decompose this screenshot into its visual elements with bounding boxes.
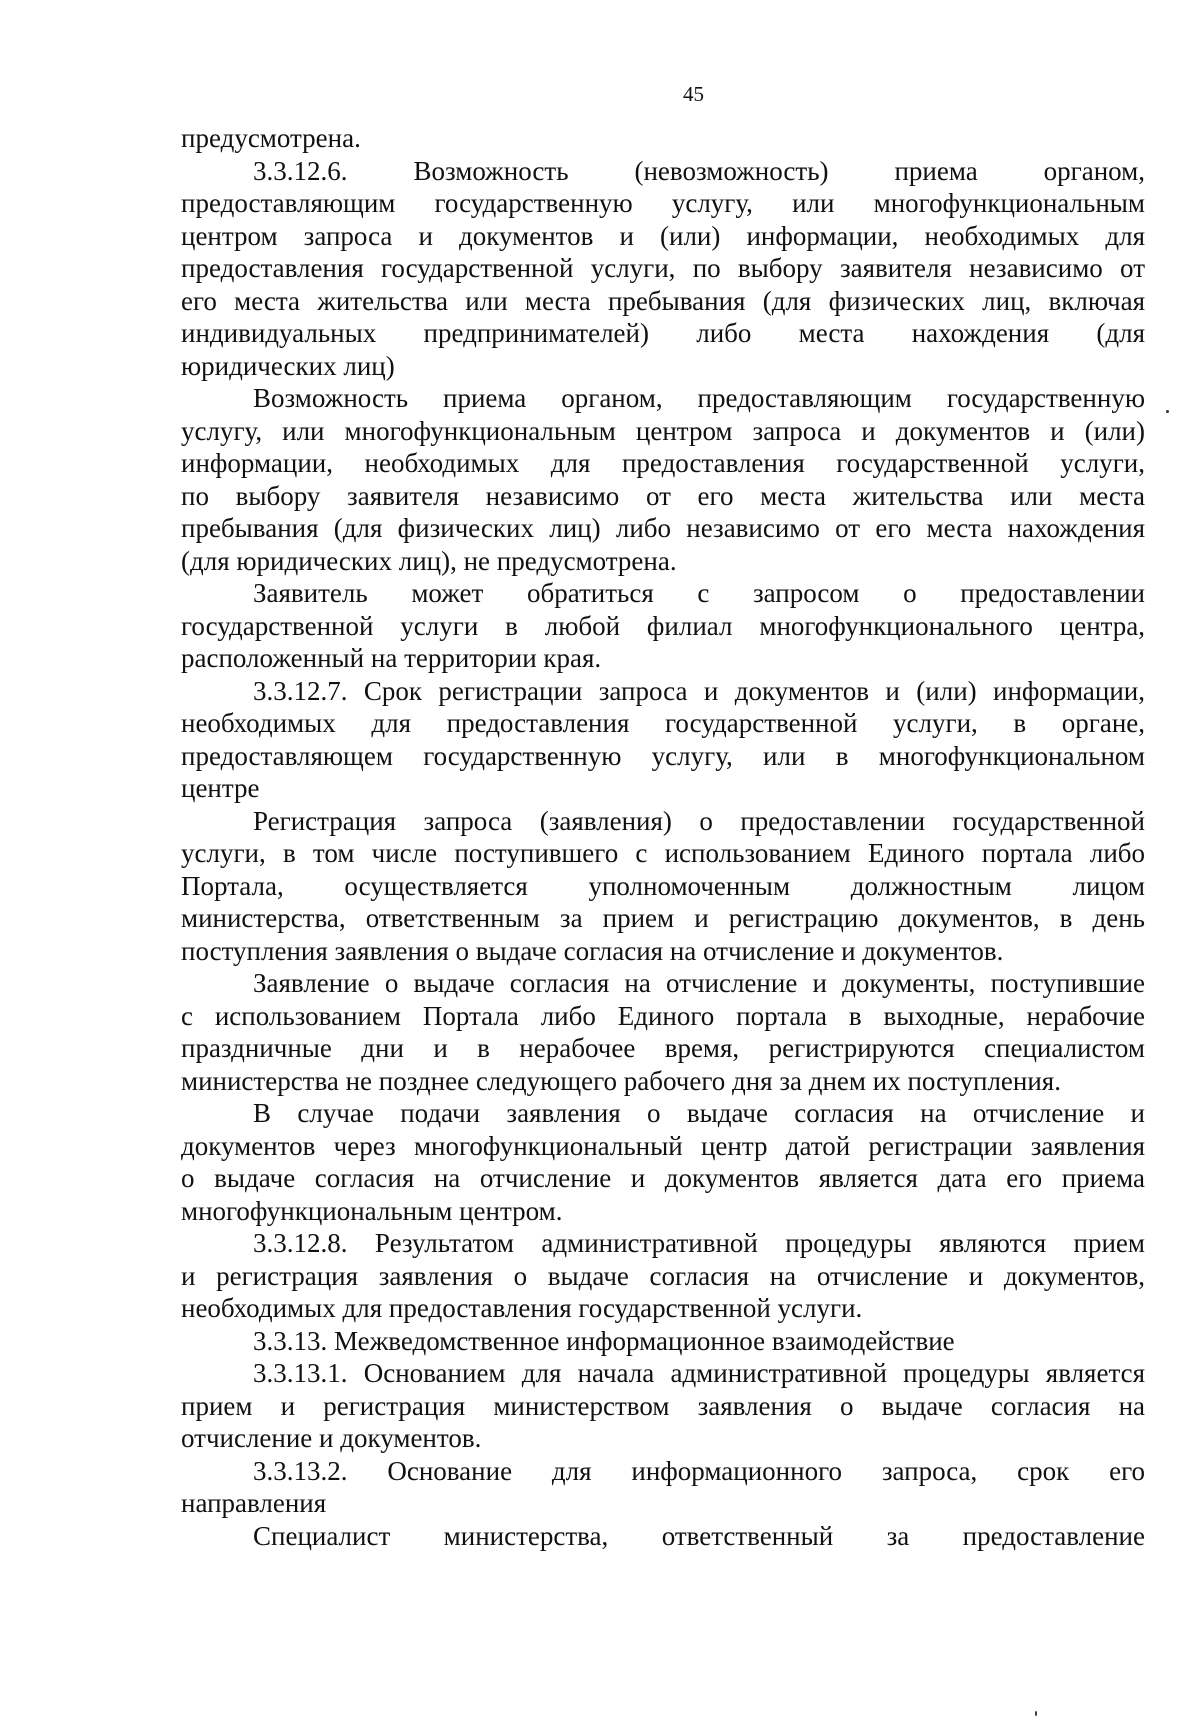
text-line: о выдаче согласия на отчисление и документов является дата его приема (181, 1163, 1145, 1193)
text-line: предусмотрена. (181, 123, 361, 153)
text-line: (для юридических лиц), не предусмотрена. (181, 545, 677, 576)
text-line: документов через многофункциональный центр датой регистрации заявления (181, 1130, 1145, 1161)
text-line: прием и регистрация министерством заявления о выдаче согласия на (181, 1390, 1145, 1421)
text-line: В случае подачи заявления о выдаче согласия на отчисление и (253, 1098, 1145, 1128)
text-line: праздничные дни и в нерабочее время, регистрируются специалистом (181, 1033, 1145, 1063)
text-line: поступления заявления о выдаче согласия на отчисление и документов. (181, 935, 1004, 966)
page-number: 45 (683, 82, 704, 106)
text-line: Возможность приема органом, предоставляющим государственную (253, 383, 1145, 413)
text-line: его места жительства или места пребывания (для физических лиц, включая (181, 285, 1145, 316)
text-line: с использованием Портала либо Единого портала в выходные, нерабочие (181, 1000, 1145, 1031)
text-line: по выбору заявителя независимо от его места жительства или места (181, 480, 1145, 511)
text-line: 3.3.12.7. Срок регистрации запроса и документов и (или) информации, (253, 675, 1145, 706)
text-line: Портала, осуществляется уполномоченным должностным лицом (181, 870, 1145, 901)
text-line: государственной услуги в любой филиал многофункционального центра, (181, 610, 1145, 641)
text-line: услуги, в том числе поступившего с использованием Единого портала либо (181, 838, 1145, 868)
text-line: направления (181, 1488, 327, 1518)
text-line: предоставляющем государственную услугу, или в многофункциональном (181, 740, 1145, 771)
text-line: 3.3.13. Межведомственное информационное взаимодействие (253, 1325, 955, 1356)
text-line: Специалист министерства, ответственный за предоставление (253, 1520, 1145, 1551)
text-line: центре (181, 773, 260, 803)
text-line: юридических лиц) (181, 350, 395, 381)
text-line: 3.3.13.1. Основанием для начала административной процедуры является (253, 1358, 1145, 1388)
text-line: информации, необходимых для предоставления государственной услуги, (181, 448, 1145, 478)
text-line: предоставляющим государственную услугу, или многофункциональным (181, 188, 1145, 218)
text-line: Заявление о выдаче согласия на отчисление и документы, поступившие (253, 968, 1145, 998)
text-line: 3.3.13.2. Основание для информационного запроса, срок его (253, 1455, 1145, 1486)
text-line: пребывания (для физических лиц) либо независимо от его места нахождения (181, 513, 1145, 543)
document-body (181, 122, 1145, 1552)
scan-speck (1166, 410, 1169, 413)
scan-speck (1035, 1711, 1037, 1716)
text-line: 3.3.12.8. Результатом административной процедуры являются прием (253, 1228, 1145, 1258)
text-line: предоставления государственной услуги, по выбору заявителя независимо от (181, 253, 1145, 283)
text-line: Заявитель может обратиться с запросом о предоставлении (253, 578, 1145, 608)
text-line: отчисление и документов. (181, 1423, 482, 1453)
text-line: необходимых для предоставления государственной услуги, в органе, (181, 708, 1145, 738)
text-line: и регистрация заявления о выдаче согласия на отчисление и документов, (181, 1260, 1145, 1291)
text-line: необходимых для предоставления государственной услуги. (181, 1293, 863, 1323)
text-line: центром запроса и документов и (или) информации, необходимых для (181, 220, 1145, 251)
text-line: многофункциональным центром. (181, 1195, 563, 1226)
text-line: услугу, или многофункциональным центром запроса и документов и (или) (181, 415, 1145, 446)
text-line: Регистрация запроса (заявления) о предоставлении государственной (253, 805, 1145, 836)
text-line: министерства, ответственным за прием и регистрацию документов, в день (181, 903, 1145, 933)
text-line: министерства не позднее следующего рабочего дня за днем их поступления. (181, 1065, 1061, 1096)
text-line: 3.3.12.6. Возможность (невозможность) приема органом, (253, 155, 1145, 186)
text-line: индивидуальных предпринимателей) либо места нахождения (для (181, 318, 1145, 348)
text-line: расположенный на территории края. (181, 643, 602, 673)
